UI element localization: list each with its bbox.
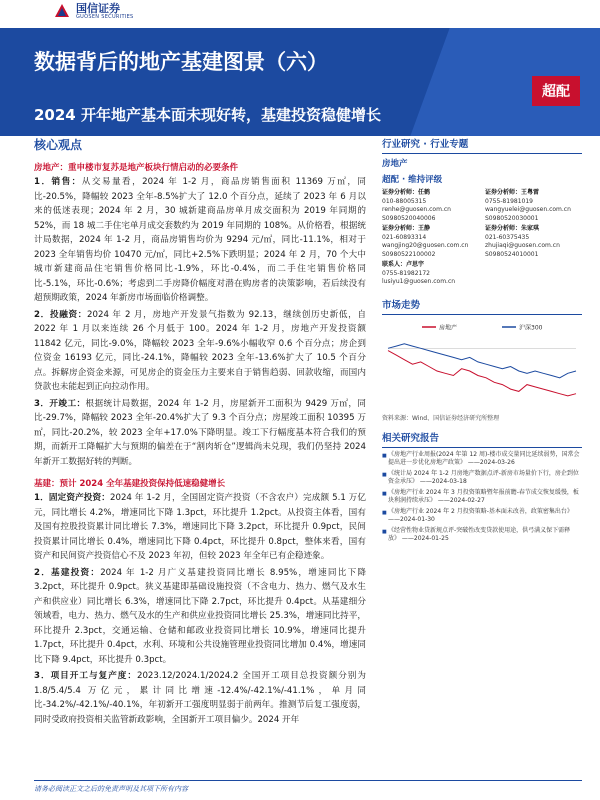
analyst-code: S0980522100002 [382, 250, 436, 258]
report-category: 行业研究 · 行业专题 [382, 139, 469, 150]
title-banner [0, 28, 600, 136]
analyst-card [485, 225, 582, 259]
analyst-code: S0980520040006 [382, 214, 436, 222]
analyst-email[interactable]: lusiyu1@guosen.com.cn [382, 278, 456, 285]
analyst-phone: 0755-81981019 [485, 197, 533, 205]
chart-source: 资料来源：Wind、国信证券经济研究所整理 [382, 414, 500, 422]
analyst-phone: 021-60893314 [382, 233, 427, 241]
disclaimer-footer: 请务必阅读正文之后的免责声明及其项下所有内容 [34, 785, 188, 793]
logo-en: GUOSEN SECURITIES [76, 13, 134, 20]
paragraph-fixed-asset [34, 491, 366, 564]
chart-series-line [388, 350, 576, 395]
analyst-email[interactable]: wangjing20@guosen.com.cn [382, 242, 469, 249]
related-reports-title: 相关研究报告 [382, 432, 440, 444]
label-construction: 3．开竣工： [34, 398, 86, 409]
analyst-email[interactable]: zhujiaqi@guosen.com.cn [485, 242, 560, 249]
infrastructure-heading: 基建：预计 2024 全年基建投资保持低速稳健增长 [34, 479, 226, 489]
paragraph-sales [34, 175, 366, 306]
analyst-phone: 0755-81982172 [382, 269, 430, 277]
analyst-card [382, 225, 479, 259]
label-fixed-asset: 1．固定资产投资： [34, 493, 111, 503]
analyst-title: 证券分析师：王静 [382, 225, 431, 232]
analyst-code: S0980520030001 [485, 214, 539, 222]
industry-name: 房地产 [382, 159, 408, 169]
analyst-list [382, 189, 582, 289]
analyst-code: S0980524010001 [485, 250, 539, 258]
text-construction: 根据统计局数据，2024 年 1-2 月，房屋新开工面积为 9429 万㎡，同比-29.7%，降幅较 2023 全年-20.4%扩大了 9.3 个百分点；房屋竣工面积 10395 万㎡，同比-20.2%，较 2023 全年+17.0%下降明显。竣工下行幅度基本符合我们的预期，而新开工降幅扩大与预期的偏差在于“割肉斩仓”逻辑尚未兑现，我们仍坚持 2024 年新开工数据好转的判断。 [34, 398, 367, 467]
analyst-card [485, 189, 582, 223]
analyst-card [382, 261, 479, 287]
real-estate-heading: 房地产：重申楼市复苏是地产板块行情启动的必要条件 [34, 163, 239, 173]
main-column [34, 136, 366, 727]
related-report-item[interactable]: ■ 《房地产行业 2024 年 2 月投资策略-基本面未改善，政策密集出台》 ——2024-01-30 [382, 508, 582, 525]
analyst-phone: 010-88005315 [382, 197, 427, 205]
paragraph-financing [34, 308, 366, 395]
label-infra-investment: 2．基建投资： [34, 567, 101, 578]
market-trend-title: 市场走势 [382, 299, 421, 311]
related-report-item[interactable]: ■ 《房地产行业 2024 年 3 月投资策略暨年报前瞻-春节成交恢复缓慢，板块利润持续承压》 ——2024-02-27 [382, 489, 582, 506]
paragraph-project-start [34, 669, 366, 727]
paragraph-infra-investment [34, 566, 366, 668]
related-report-item[interactable]: ■ 《房地产行业周报(2024 年第 12 周)-楼市成交量同比延续弱势，国常会提出进一步优化房地产政策》 ——2024-03-26 [382, 451, 582, 468]
report-subtitle: 2024 开年地产基本面未现好转，基建投资稳健增长 [34, 106, 381, 124]
analyst-phone: 021-60375435 [485, 233, 530, 241]
text-infra-investment: 2024 年 1-2 月广义基建投资同比增长 8.95%，增速同比下降 3.2pct，环比提升 0.9pct。狭义基建即基础设施投资（不含电力、热力、燃气及水生产和供应业）同比增长 6.3%，增速同比下降 2.7pct，环比提升 0.4pct。从基建细分领域看，电力、热力、燃气及水的生产和供应业投资同比增长 25.3%，增速同比持平，环比提升 2.3pct，交通运输、仓储和邮政业投资同比增长 10.9%，增速同比提升 1.7pct，环比提升 0.4pct，水利、环境和公共设施管理业投资同比增加 0.4%，增速同比下降 9.4pct，环比提升 0.3pct。 [34, 567, 366, 665]
report-title: 数据背后的地产基建图景（六） [34, 50, 328, 74]
logo-mark-icon [54, 3, 70, 19]
analyst-email[interactable]: wangyuelei@guosen.com.cn [485, 206, 571, 213]
chart-series-line [388, 343, 576, 377]
analyst-title: 证券分析师：朱家琪 [485, 225, 540, 232]
rating-badge: 超配 [532, 76, 580, 106]
analyst-title: 联系人：卢思宇 [382, 261, 425, 268]
related-report-item[interactable]: ■ 《经营性物业贷新规点评-突破性改变贷款使用途，供弓满义保下需释放》 ——2024-01-25 [382, 527, 582, 544]
divider [382, 314, 582, 315]
paragraph-construction [34, 397, 366, 470]
footer-divider [34, 780, 582, 781]
legend-label: 房地产 [439, 324, 458, 331]
label-sales: 1．销售： [34, 177, 82, 187]
analyst-title: 证券分析师：王粤雷 [485, 189, 540, 196]
text-project-start: 2023.12/2024.1/2024.2 全国开工项目总投资额分别为 1.8/5.4/5.4 万亿元，累计同比增速-12.4%/-42.1%/-41.1%，单月同比-34.2%/-42.1%/-40.1%，年初新开工强度明显弱于前两年。推测节后复工强度弱，同时受政府投资相关监管新政影响，全国新开工项目偏少。2024 开年 [34, 671, 367, 725]
divider [382, 447, 582, 448]
related-reports-list [382, 451, 582, 544]
industry-rating: 超配 · 维持评级 [382, 175, 443, 185]
market-trend-chart [382, 319, 582, 411]
analyst-email[interactable]: renhe@guosen.com.cn [382, 206, 451, 213]
guosen-logo [54, 0, 164, 22]
logo-cn: 国信证券 [76, 1, 120, 15]
text-sales: 从交易量看，2024 年 1-2 月，商品房销售面积 11369 万㎡，同比-20.5%，降幅较 2023 全年-8.5%扩大了 12.0 个百分点，延续了 2023 年 6 月以来的低迷表现；2024 年 2 月，30 城新建商品房单月成交面积为 2019 年同期的 52%，而 18 城二手住宅单月成交套数约为 2019 年同期的 108%。从价格看，根据统计局数据，2024 年 1-2 月，商品房销售均价为 9294 元/㎡，同比-11.1%，相对于 2023 全年销售均价 10470 元/㎡，同比+2.5%下跌明显；2024 年 2 月，70 个大中城市新建商品住宅销售价格同比-1.9%，环比-0.4%，而二手住宅销售价格同比-5.1%，环比-0.6%；考虑到二手房降价幅度对潜在购房者的决策影响，若后续没有超预期政策，2024 年新房市场面临价格调整。 [34, 177, 366, 303]
text-financing: 2024 年 2 月，房地产开发景气指数为 92.13，继续创历史新低，自 2022 年 1 月以来连续 26 个月低于 100。2024 年 1-2 月，房地产开发投资额 11842 亿元，同比-9.0%，降幅较 2023 全年-9.6%小幅收窄 0.6 个百分点；房企到位资金 16193 亿元，同比-24.1%，降幅较 2023 全年-13.6%扩大了 10.5 个百分点。拆解房企资金来源，可见房企的资金压力主要来自于销售趋弱、回款收缩，而国内贷款也未能起到正向拉动作用。 [34, 309, 366, 392]
chart-svg [382, 319, 582, 411]
analyst-card [382, 189, 479, 223]
related-report-item[interactable]: ■ 《统计局 2024 年 1-2 月房地产数据点评-新房市场量价下行，房企到位资金承压》 ——2024-03-18 [382, 470, 582, 487]
legend-label: 沪深300 [519, 324, 543, 331]
label-project-start: 3．项目开工与复产度： [34, 671, 137, 681]
divider [382, 153, 582, 154]
section-title: 核心观点 [34, 138, 83, 152]
label-financing: 2．投融资： [34, 309, 88, 320]
text-fixed-asset: 2024 年 1-2 月，全国固定资产投资（不含农户）完成额 5.1 万亿元，同比增长 4.2%，增速同比下降 1.3pct，环比提升 1.2pct。从投资主体看，国有及国有控股投资累计同比增长 7.3%，增速同比下降 3.2pct，环比提升 0.9pct，民间投资累计同比增长 0.4%，增速同比下降 0.4pct，环比提升 0.8pct，整体来看，国有资产和民间资产投资信心不及 2023 年初，但较 2023 年全年已有企稳迹象。 [34, 493, 367, 561]
analyst-title: 证券分析师：任鹤 [382, 189, 431, 196]
sidebar [382, 136, 582, 546]
